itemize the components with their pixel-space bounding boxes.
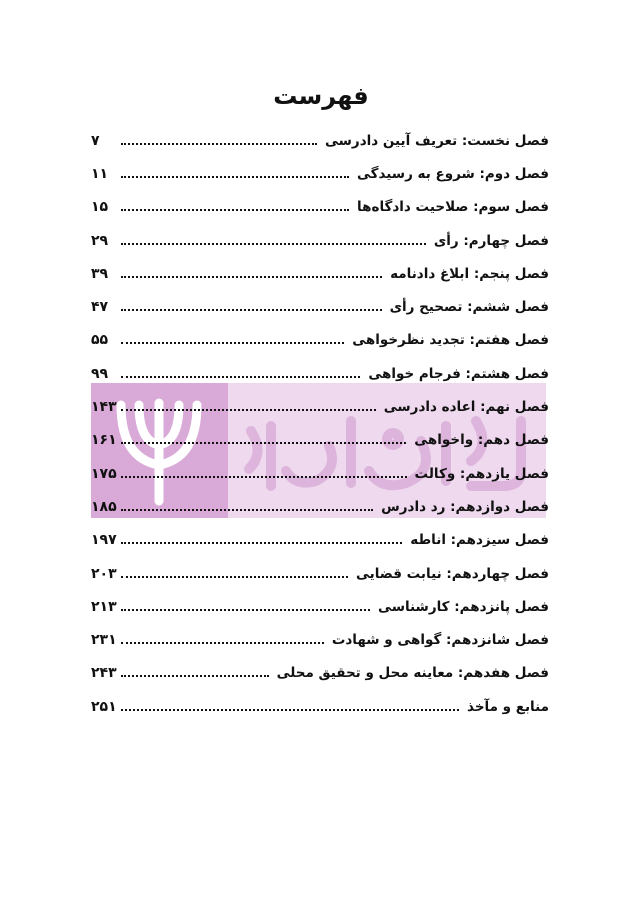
toc-entry-page-number: ۹۹ <box>91 365 109 382</box>
toc-entry-page-number: ۲۳۱ <box>91 632 117 649</box>
toc-entry-page-number: ۱۱ <box>91 165 109 182</box>
toc-entry-title: فصل یازدهم: وکالت <box>414 465 549 482</box>
toc-entry-page-number: ۱۹۷ <box>91 532 117 549</box>
toc-entry <box>91 224 549 257</box>
toc-entry-title: فصل نهم: اعاده دادرسی <box>383 399 549 416</box>
toc-entry-page-number: ۱۷۵ <box>91 465 117 482</box>
toc-entry <box>91 690 549 723</box>
dot-leader <box>121 143 317 145</box>
dot-leader <box>121 376 360 378</box>
toc-entry-page-number: ۵۵ <box>91 332 109 349</box>
toc-entry-page-number: ۷ <box>91 132 100 149</box>
dot-leader <box>121 709 459 711</box>
toc-entry <box>91 124 549 157</box>
toc-entry <box>91 424 549 457</box>
toc-entry <box>91 623 549 656</box>
dot-leader <box>121 675 269 677</box>
dot-leader <box>121 609 370 611</box>
toc-entry-page-number: ۱۴۳ <box>91 399 117 416</box>
table-of-contents <box>91 124 549 723</box>
dot-leader <box>121 243 426 245</box>
toc-entry-title: فصل سیزدهم: اناطه <box>410 532 549 549</box>
toc-entry-page-number: ۲۹ <box>91 232 109 249</box>
dot-leader <box>121 442 406 444</box>
toc-entry-title: فصل چهاردهم: نیابت قضایی <box>356 565 549 582</box>
toc-entry-page-number: ۱۸۵ <box>91 498 117 515</box>
page-title: فهرست <box>273 82 369 110</box>
toc-entry-page-number: ۱۵ <box>91 199 109 216</box>
toc-entry-page-number: ۴۷ <box>91 299 109 316</box>
toc-entry-title: فصل شانزدهم: گواهی و شهادت <box>331 632 549 649</box>
toc-entry-title: فصل هفتم: تجدید نظرخواهی <box>352 332 549 349</box>
toc-entry-page-number: ۲۰۳ <box>91 565 117 582</box>
toc-entry-title: فصل دوازدهم: رد دادرس <box>381 498 549 515</box>
toc-entry <box>91 524 549 557</box>
toc-entry <box>91 557 549 590</box>
toc-entry-title: فصل دهم: واخواهی <box>414 432 549 449</box>
toc-entry-title: فصل چهارم: رأی <box>433 232 549 249</box>
toc-entry <box>91 157 549 190</box>
dot-leader <box>121 542 402 544</box>
dot-leader <box>121 176 349 178</box>
toc-entry-title: فصل هفدهم: معاینه محل و تحقیق محلی <box>276 665 549 682</box>
toc-entry <box>91 290 549 323</box>
toc-entry-page-number: ۱۶۱ <box>91 432 117 449</box>
toc-entry <box>91 590 549 623</box>
toc-entry <box>91 657 549 690</box>
dot-leader <box>121 509 373 511</box>
toc-entry-page-number: ۲۱۳ <box>91 598 117 615</box>
toc-entry-title: فصل سوم: صلاحیت دادگاه‌ها <box>357 199 549 216</box>
dot-leader <box>121 642 324 644</box>
toc-entry <box>91 324 549 357</box>
toc-entry <box>91 357 549 390</box>
dot-leader <box>121 309 382 311</box>
dot-leader <box>121 409 376 411</box>
toc-entry <box>91 490 549 523</box>
dot-leader <box>121 276 382 278</box>
toc-entry-page-number: ۳۹ <box>91 265 109 282</box>
dot-leader <box>121 476 407 478</box>
toc-entry-title: فصل هشتم: فرجام خواهی <box>368 365 549 382</box>
dot-leader <box>121 342 344 344</box>
toc-entry-page-number: ۲۵۱ <box>91 698 117 715</box>
toc-entry <box>91 457 549 490</box>
toc-entry-page-number: ۲۴۳ <box>91 665 117 682</box>
dot-leader <box>121 209 349 211</box>
toc-entry-title: فصل دوم: شروع به رسیدگی <box>356 165 549 182</box>
toc-entry-title: فصل نخست: تعریف آیین دادرسی <box>325 132 549 149</box>
toc-entry-title: فصل پانزدهم: کارشناسی <box>378 598 549 615</box>
toc-entry <box>91 191 549 224</box>
toc-entry <box>91 257 549 290</box>
dot-leader <box>121 576 348 578</box>
toc-entry-title: فصل ششم: تصحیح رأی <box>389 299 549 316</box>
toc-entry-title: فصل پنجم: ابلاغ دادنامه <box>390 265 549 282</box>
toc-entry <box>91 390 549 423</box>
toc-entry-title: منابع و مآخذ <box>467 698 549 715</box>
